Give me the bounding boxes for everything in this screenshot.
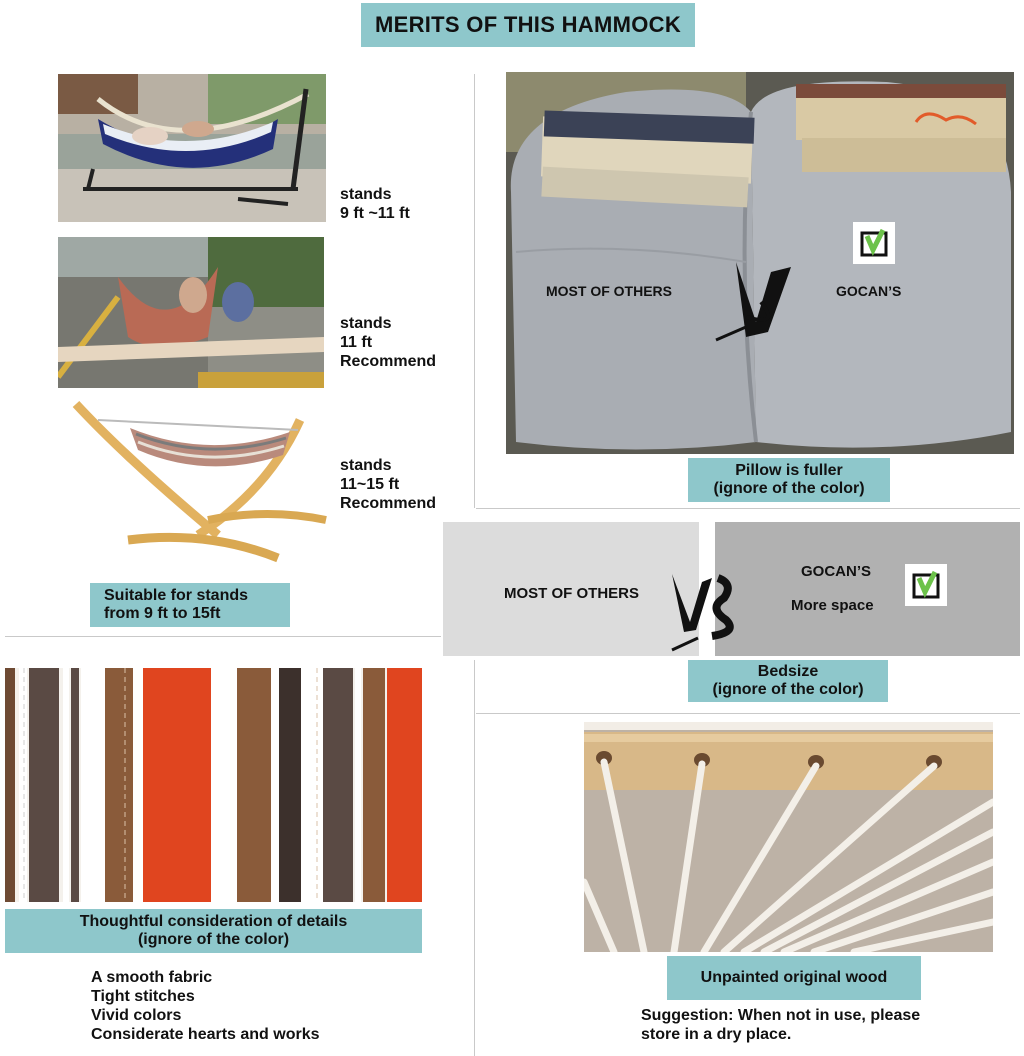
feature-item: Vivid colors (91, 1007, 182, 1024)
bedsize-check-icon (905, 564, 947, 606)
stand-text-2 (340, 314, 436, 371)
fabric-caption-line-1: Thoughtful consideration of details (79, 912, 348, 930)
bedsize-right-panel (715, 522, 1020, 656)
divider-horizontal-right-lower (476, 713, 1020, 714)
stand-text-3-line-1: stands (340, 457, 392, 474)
divider-vertical-bottom (474, 660, 475, 1056)
stand-photo-1-illustration (58, 74, 326, 222)
pillow-caption-line-2: (ignore of the color) (713, 480, 865, 497)
stands-caption-line-1: Suitable for stands (104, 586, 249, 604)
fabric-stripes (5, 668, 422, 902)
stand-photo-3 (68, 400, 332, 566)
pillow-illustration (506, 72, 1014, 454)
stand-photo-1 (58, 74, 326, 222)
wood-caption-text: Unpainted original wood (700, 968, 888, 986)
wood-suggestion (641, 1006, 920, 1044)
bedsize-left-panel (443, 522, 699, 656)
bedsize-vs-icon (668, 558, 740, 654)
wood-spreader-photo (584, 722, 993, 952)
feature-item: A smooth fabric (91, 969, 213, 986)
stand-photo-3-illustration (68, 400, 332, 566)
pillow-left-label: MOST OF OTHERS (546, 283, 672, 299)
bedsize-right-sub: More space (791, 597, 874, 614)
page-title (361, 3, 695, 47)
stand-text-1-line-2: 9 ft ~11 ft (340, 205, 410, 222)
divider-vertical-top (474, 74, 475, 508)
pillow-caption-line-1: Pillow is fuller (735, 461, 843, 479)
pillow-caption (688, 458, 890, 502)
fabric-caption (5, 909, 422, 953)
divider-horizontal-right-upper (476, 508, 1020, 509)
pillow-check-icon (853, 222, 895, 264)
bedsize-left-label: MOST OF OTHERS (504, 585, 639, 602)
fabric-features-list (91, 968, 320, 1044)
fabric-caption-line-2: (ignore of the color) (137, 931, 290, 948)
stand-text-2-line-3: Recommend (340, 353, 437, 370)
stand-text-3-line-3: Recommend (340, 495, 437, 512)
wood-caption (667, 956, 921, 1000)
pillow-comparison-photo (506, 72, 1014, 454)
feature-item: Considerate hearts and works (91, 1026, 320, 1043)
stands-caption-line-2: from 9 ft to 15ft (104, 605, 221, 622)
fabric-stripes-photo (5, 668, 422, 902)
stand-text-2-line-1: stands (340, 315, 392, 332)
stand-text-3 (340, 456, 436, 513)
bedsize-caption-line-1: Bedsize (757, 662, 819, 680)
stand-text-2-line-2: 11 ft (340, 334, 373, 351)
stand-text-1 (340, 185, 410, 223)
stand-photo-2 (58, 237, 324, 388)
stand-text-1-line-1: stands (340, 186, 392, 203)
wood-suggestion-line-2: store in a dry place. (641, 1026, 792, 1043)
bedsize-caption (688, 660, 888, 702)
bedsize-right-label: GOCAN’S (801, 563, 872, 580)
wood-spreader-illustration (584, 722, 993, 952)
stand-photo-2-illustration (58, 237, 324, 388)
bedsize-caption-line-2: (ignore of the color) (712, 681, 864, 698)
page-title-text: MERITS OF THIS HAMMOCK (374, 12, 682, 38)
wood-suggestion-line-1: Suggestion: When not in use, please (641, 1007, 921, 1024)
stand-text-3-line-2: 11~15 ft (340, 476, 400, 493)
feature-item: Tight stitches (91, 988, 195, 1005)
pillow-right-label: GOCAN’S (836, 283, 902, 299)
stands-caption (90, 583, 290, 627)
divider-horizontal-left (5, 636, 441, 637)
